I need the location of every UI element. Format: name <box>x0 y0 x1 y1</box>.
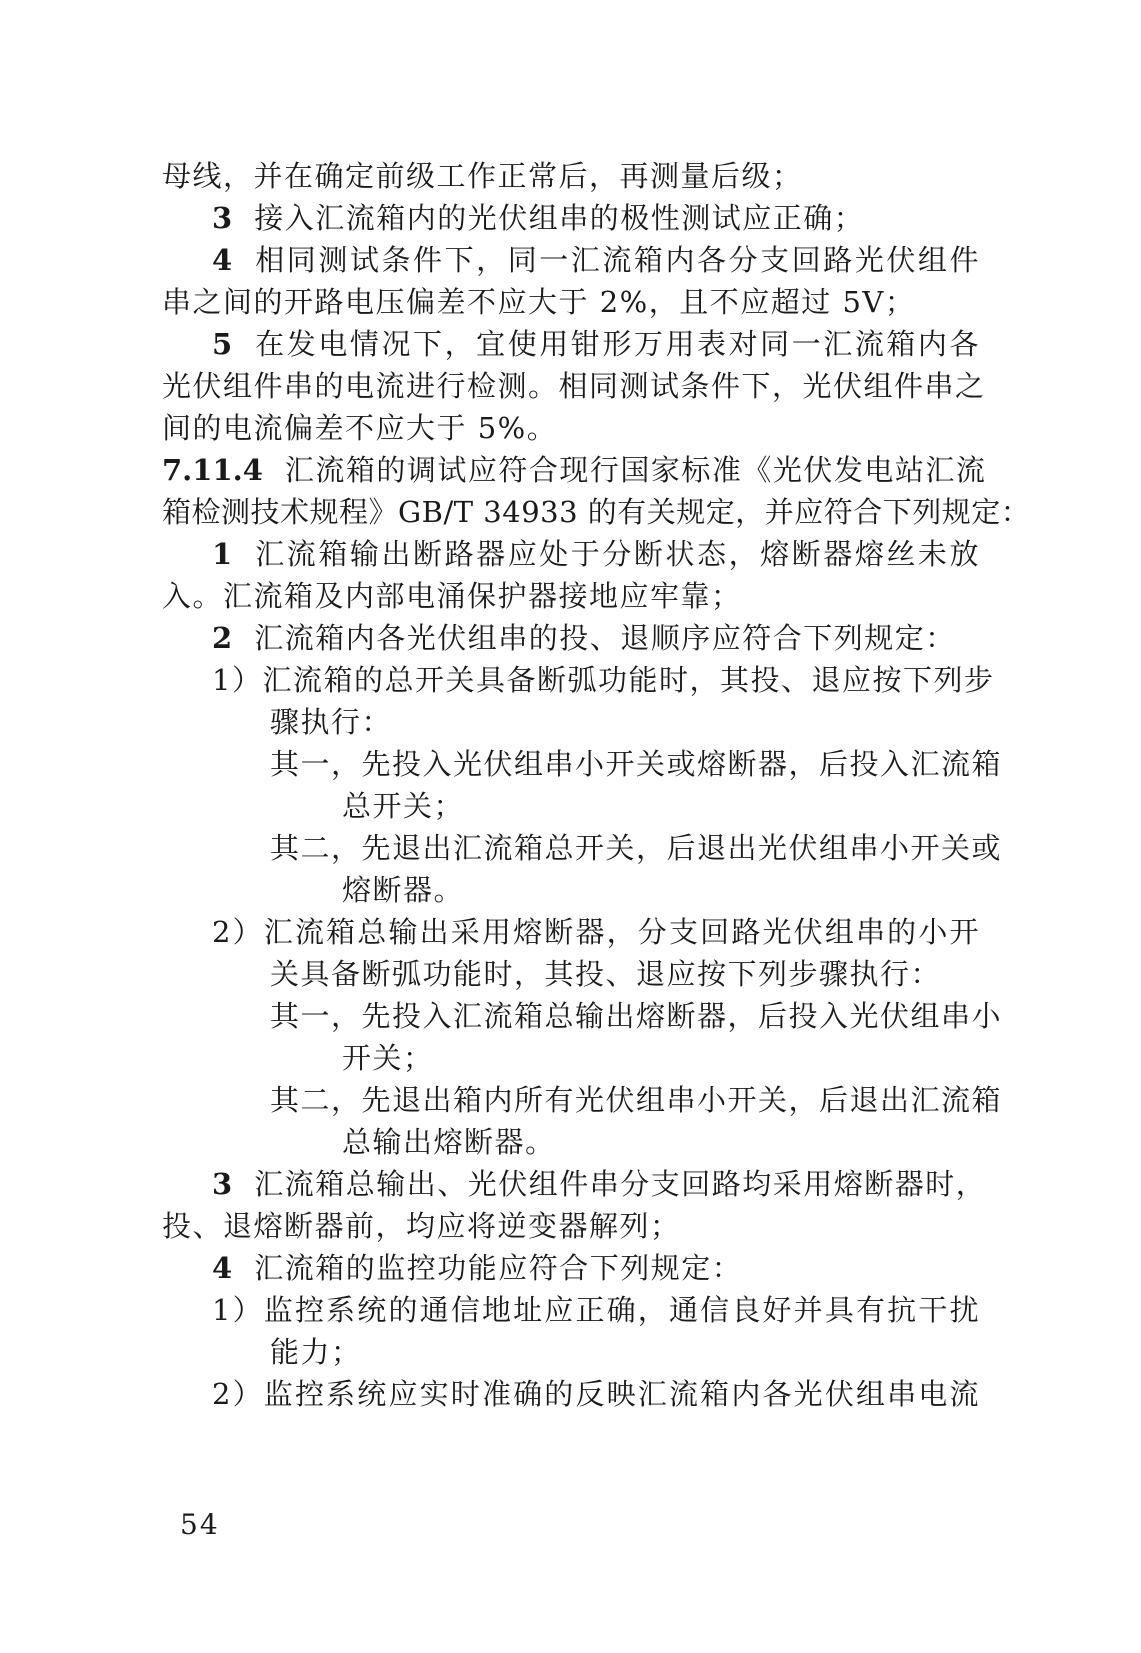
text-line: 关具备断弧功能时，其投、退应按下列步骤执行： <box>270 957 942 991</box>
text-line: 光伏组件串的电流进行检测。相同测试条件下，光伏组件串之 <box>162 369 986 403</box>
text-line: 串之间的开路电压偏差不应大于 2%，且不应超过 5V； <box>162 285 916 319</box>
list-item: 3 接入汇流箱内的光伏组串的极性测试应正确； <box>212 201 865 235</box>
text-line: 熔断器。 <box>342 873 465 907</box>
section-heading-line: 7.11.4 汇流箱的调试应符合现行国家标准《光伏发电站汇流 <box>162 453 987 487</box>
item-number: 3 <box>212 201 233 235</box>
text-line: 总开关； <box>342 789 465 823</box>
text-line: 总输出熔断器。 <box>342 1125 556 1159</box>
text-line: 能力； <box>270 1335 362 1369</box>
page-number: 54 <box>180 1508 220 1541</box>
section-number: 7.11.4 <box>162 453 263 487</box>
text-line: 入。汇流箱及内部电涌保护器接地应牢靠； <box>162 579 742 613</box>
sub-item: 1）汇流箱的总开关具备断弧功能时，其投、退应按下列步 <box>212 663 995 697</box>
text-line: 开关； <box>342 1041 434 1075</box>
item-number: 1 <box>212 537 233 571</box>
list-item: 3 汇流箱总输出、光伏组件串分支回路均采用熔断器时， <box>212 1167 987 1201</box>
item-number: 2 <box>212 621 233 655</box>
item-number: 5 <box>212 327 233 361</box>
item-number: 4 <box>212 243 233 277</box>
list-item: 2 汇流箱内各光伏组串的投、退顺序应符合下列规定： <box>212 621 956 655</box>
list-item: 5 在发电情况下，宜使用钳形万用表对同一汇流箱内各 <box>212 327 980 361</box>
text-line: 骤执行： <box>270 705 393 739</box>
step-item: 其一，先投入汇流箱总输出熔断器，后投入光伏组串小 <box>270 999 1003 1033</box>
text-line: 箱检测技术规程》GB/T 34933 的有关规定，并应符合下列规定： <box>162 495 1031 529</box>
list-item: 4 汇流箱的监控功能应符合下列规定： <box>212 1251 743 1285</box>
step-item: 其二，先退出箱内所有光伏组串小开关，后退出汇流箱 <box>270 1083 1003 1117</box>
item-number: 3 <box>212 1167 233 1201</box>
step-item: 其一，先投入光伏组串小开关或熔断器，后投入汇流箱 <box>270 747 1003 781</box>
text-line: 投、退熔断器前，均应将逆变器解列； <box>162 1209 681 1243</box>
item-number: 4 <box>212 1251 233 1285</box>
sub-item: 1）监控系统的通信地址应正确，通信良好并具有抗干扰 <box>212 1293 980 1327</box>
list-item: 1 汇流箱输出断路器应处于分断状态，熔断器熔丝未放 <box>212 537 980 571</box>
step-item: 其二，先退出汇流箱总开关，后退出光伏组串小开关或 <box>270 831 1003 865</box>
list-item: 4 相同测试条件下，同一汇流箱内各分支回路光伏组件 <box>212 243 980 277</box>
text-line: 母线，并在确定前级工作正常后，再测量后级； <box>162 159 803 193</box>
sub-item: 2）汇流箱总输出采用熔断器，分支回路光伏组串的小开 <box>212 915 980 949</box>
text-line: 间的电流偏差不应大于 5%。 <box>162 411 558 445</box>
sub-item: 2）监控系统应实时准确的反映汇流箱内各光伏组串电流 <box>212 1377 980 1411</box>
